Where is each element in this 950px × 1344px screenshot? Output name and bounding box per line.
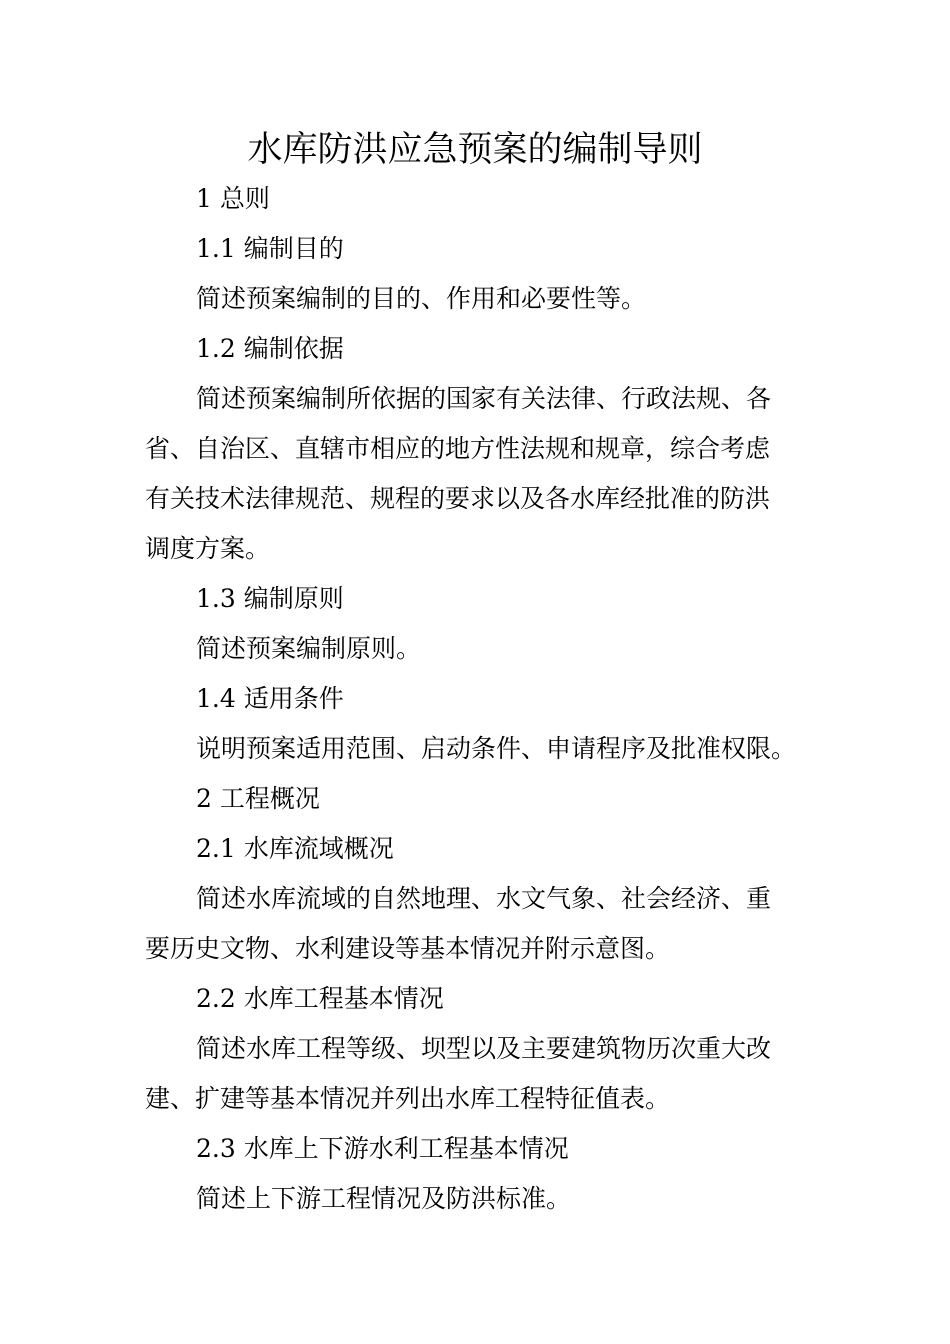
heading-1-3: 1.3 编制原则 — [196, 584, 344, 613]
paragraph-2-1-line: 要历史文物、水利建设等基本情况并附示意图。 — [145, 934, 671, 963]
paragraph-1-2-line: 简述预案编制所依据的国家有关法律、行政法规、各 — [196, 384, 772, 413]
paragraph-2-1-line: 简述水库流域的自然地理、水文气象、社会经济、重 — [196, 884, 772, 913]
heading-2: 2 工程概况 — [196, 784, 320, 813]
heading-2-1: 2.1 水库流域概况 — [196, 834, 394, 863]
heading-2-2: 2.2 水库工程基本情况 — [196, 984, 444, 1013]
paragraph-2-2-line: 建、扩建等基本情况并列出水库工程特征值表。 — [145, 1084, 671, 1113]
paragraph-1-1: 简述预案编制的目的、作用和必要性等。 — [196, 284, 647, 313]
heading-1-1: 1.1 编制目的 — [196, 234, 344, 263]
heading-1-2: 1.2 编制依据 — [196, 334, 344, 363]
heading-2-3: 2.3 水库上下游水利工程基本情况 — [196, 1134, 569, 1163]
paragraph-1-2-line: 省、自治区、直辖市相应的地方性法规和规章，综合考虑 — [145, 434, 771, 463]
paragraph-1-4: 说明预案适用范围、启动条件、申请程序及批准权限。 — [196, 734, 797, 763]
page-title: 水库防洪应急预案的编制导则 — [247, 130, 703, 170]
heading-1-4: 1.4 适用条件 — [196, 684, 344, 713]
paragraph-2-2-line: 简述水库工程等级、坝型以及主要建筑物历次重大改 — [196, 1034, 772, 1063]
paragraph-1-3: 简述预案编制原则。 — [196, 634, 422, 663]
paragraph-2-3: 简述上下游工程情况及防洪标准。 — [196, 1184, 572, 1213]
heading-1: 1 总则 — [196, 184, 270, 213]
paragraph-1-2-line: 调度方案。 — [145, 534, 271, 563]
paragraph-1-2-line: 有关技术法律规范、规程的要求以及各水库经批准的防洪 — [145, 484, 771, 513]
